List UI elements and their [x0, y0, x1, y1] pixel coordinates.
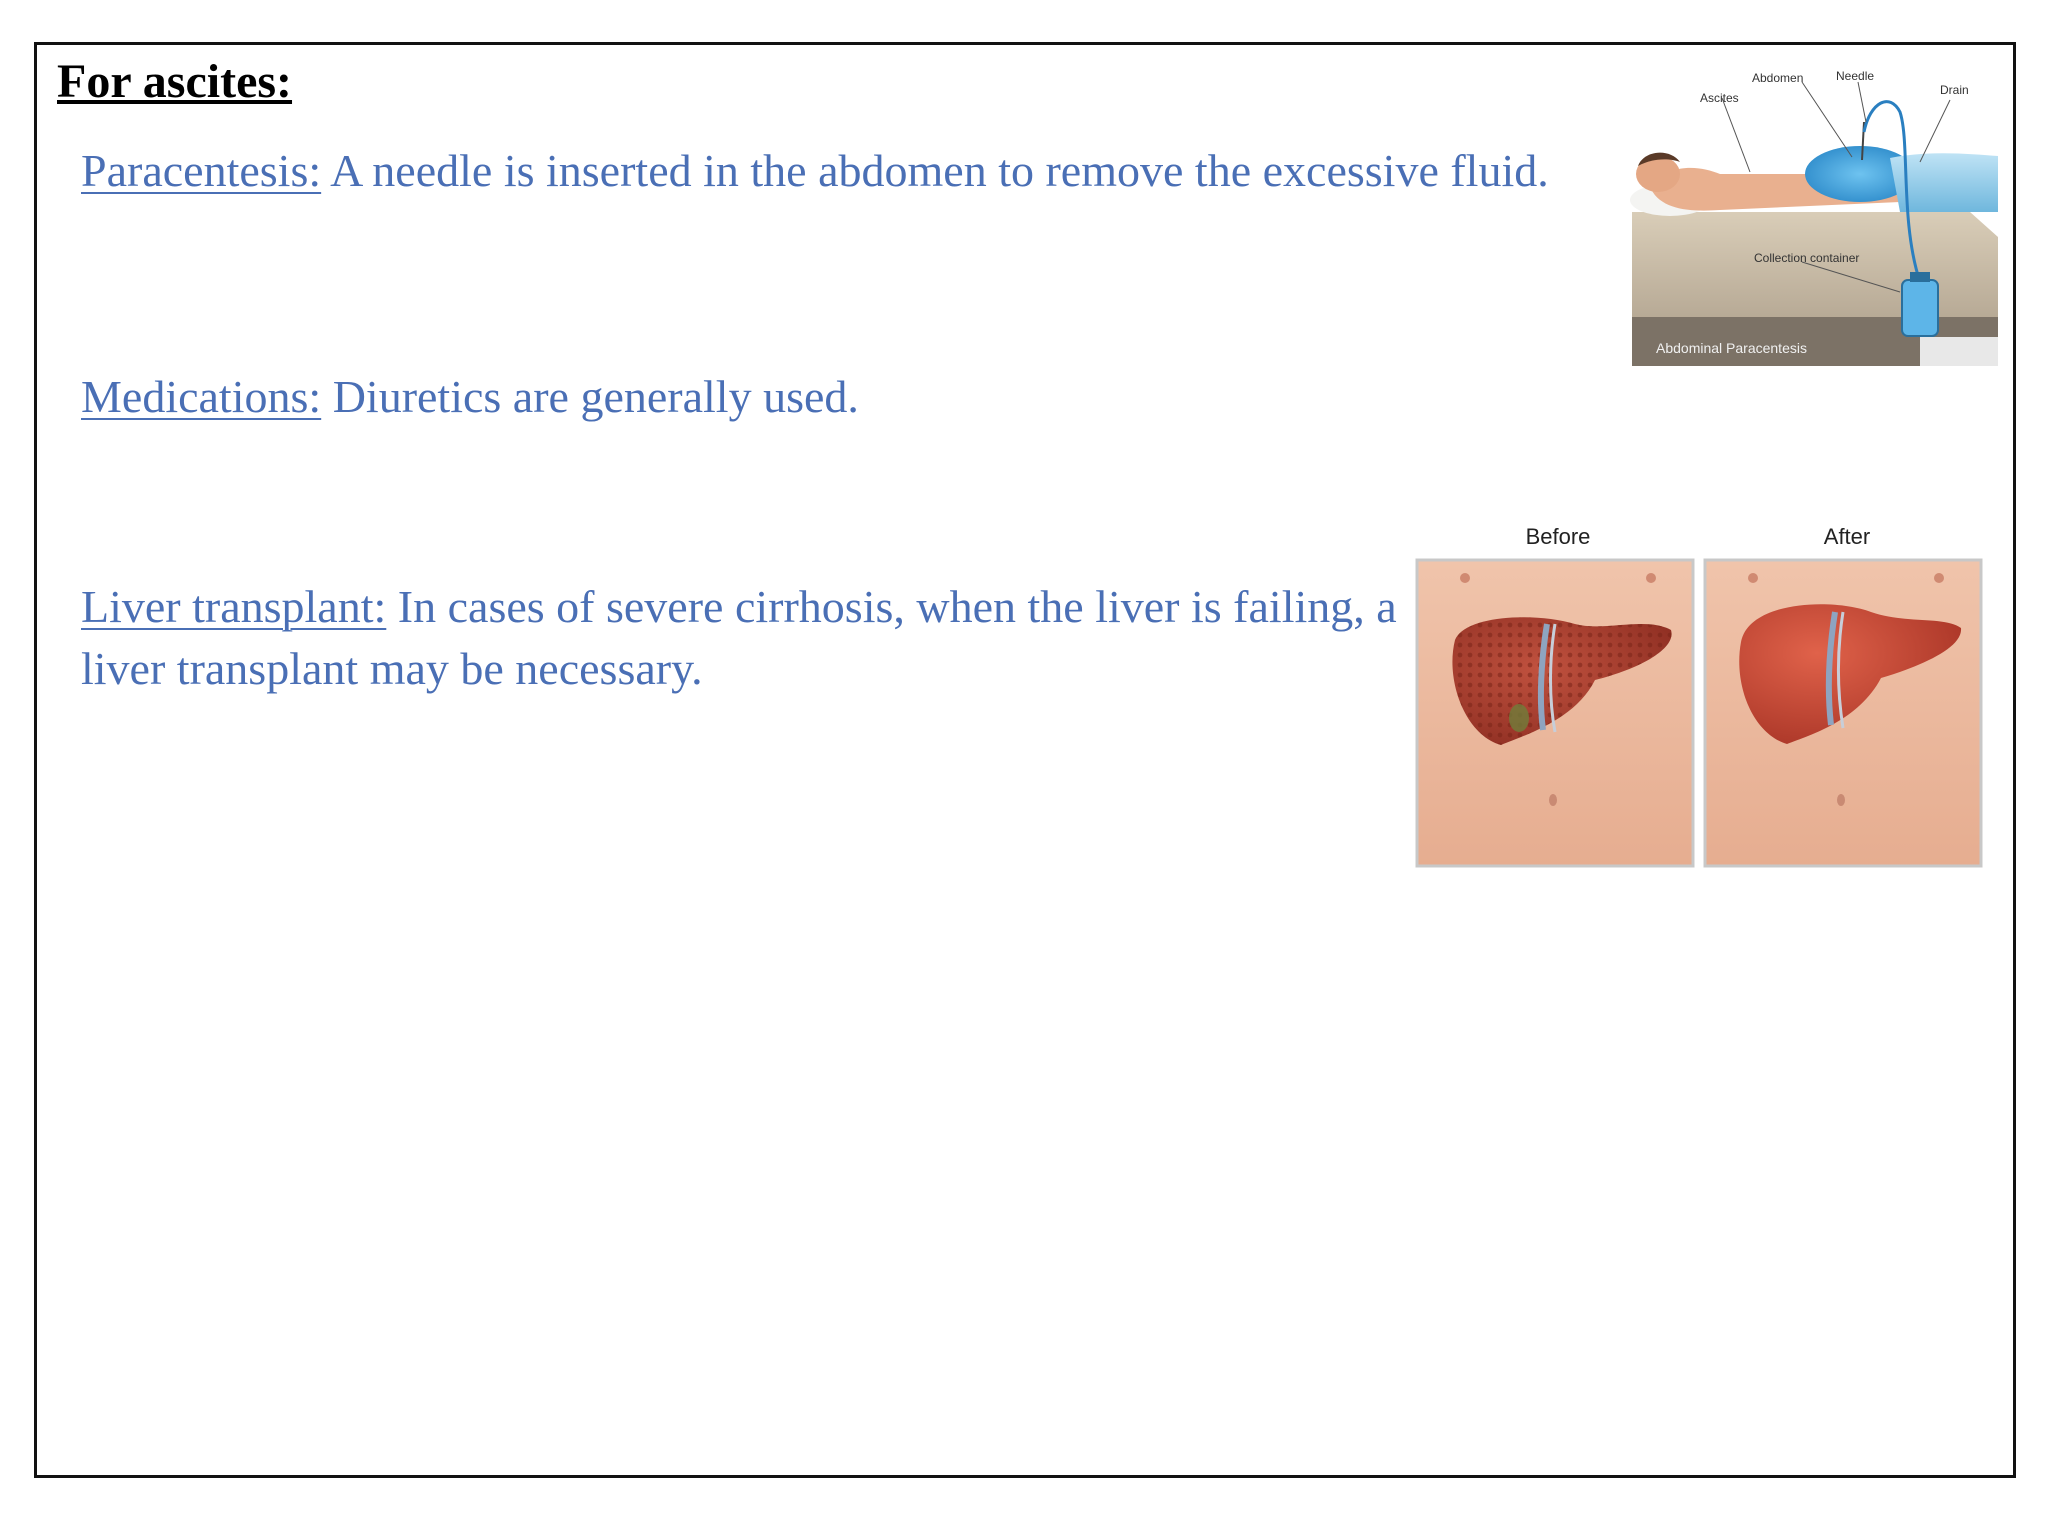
medications-term: Medications:: [81, 371, 322, 422]
liver-transplant-term: Liver transplant:: [81, 581, 387, 632]
after-label: After: [1823, 524, 1871, 549]
after-panel: [1705, 560, 1981, 866]
liver-transplant-paragraph: [81, 576, 1421, 700]
paracentesis-term: Paracentesis:: [81, 145, 322, 196]
before-label: Before: [1525, 524, 1591, 549]
before-panel: [1417, 560, 1693, 866]
section-heading: For ascites:: [57, 55, 293, 108]
label-abdomen: Abdomen: [1752, 71, 1804, 85]
liver-transplant-text: In cases of severe cirrhosis, when the liver is failing, a liver transplant may be necessary.: [81, 581, 1397, 694]
paracentesis-illustration: [1630, 62, 2000, 368]
medications-paragraph: [81, 366, 1381, 428]
label-collection-container: Collection container: [1754, 251, 1860, 265]
label-needle: Needle: [1836, 69, 1875, 83]
medications-text: Diuretics are generally used.: [321, 371, 859, 422]
label-ascites: Ascites: [1700, 91, 1739, 105]
paracentesis-paragraph: [81, 140, 1611, 202]
label-drain: Drain: [1940, 83, 1969, 97]
caption-abdominal-paracentesis: Abdominal Paracentesis: [1656, 340, 1807, 356]
liver-before-after-illustration: [1415, 520, 1985, 880]
paracentesis-text: A needle is inserted in the abdomen to remove the excessive fluid.: [321, 145, 1549, 196]
